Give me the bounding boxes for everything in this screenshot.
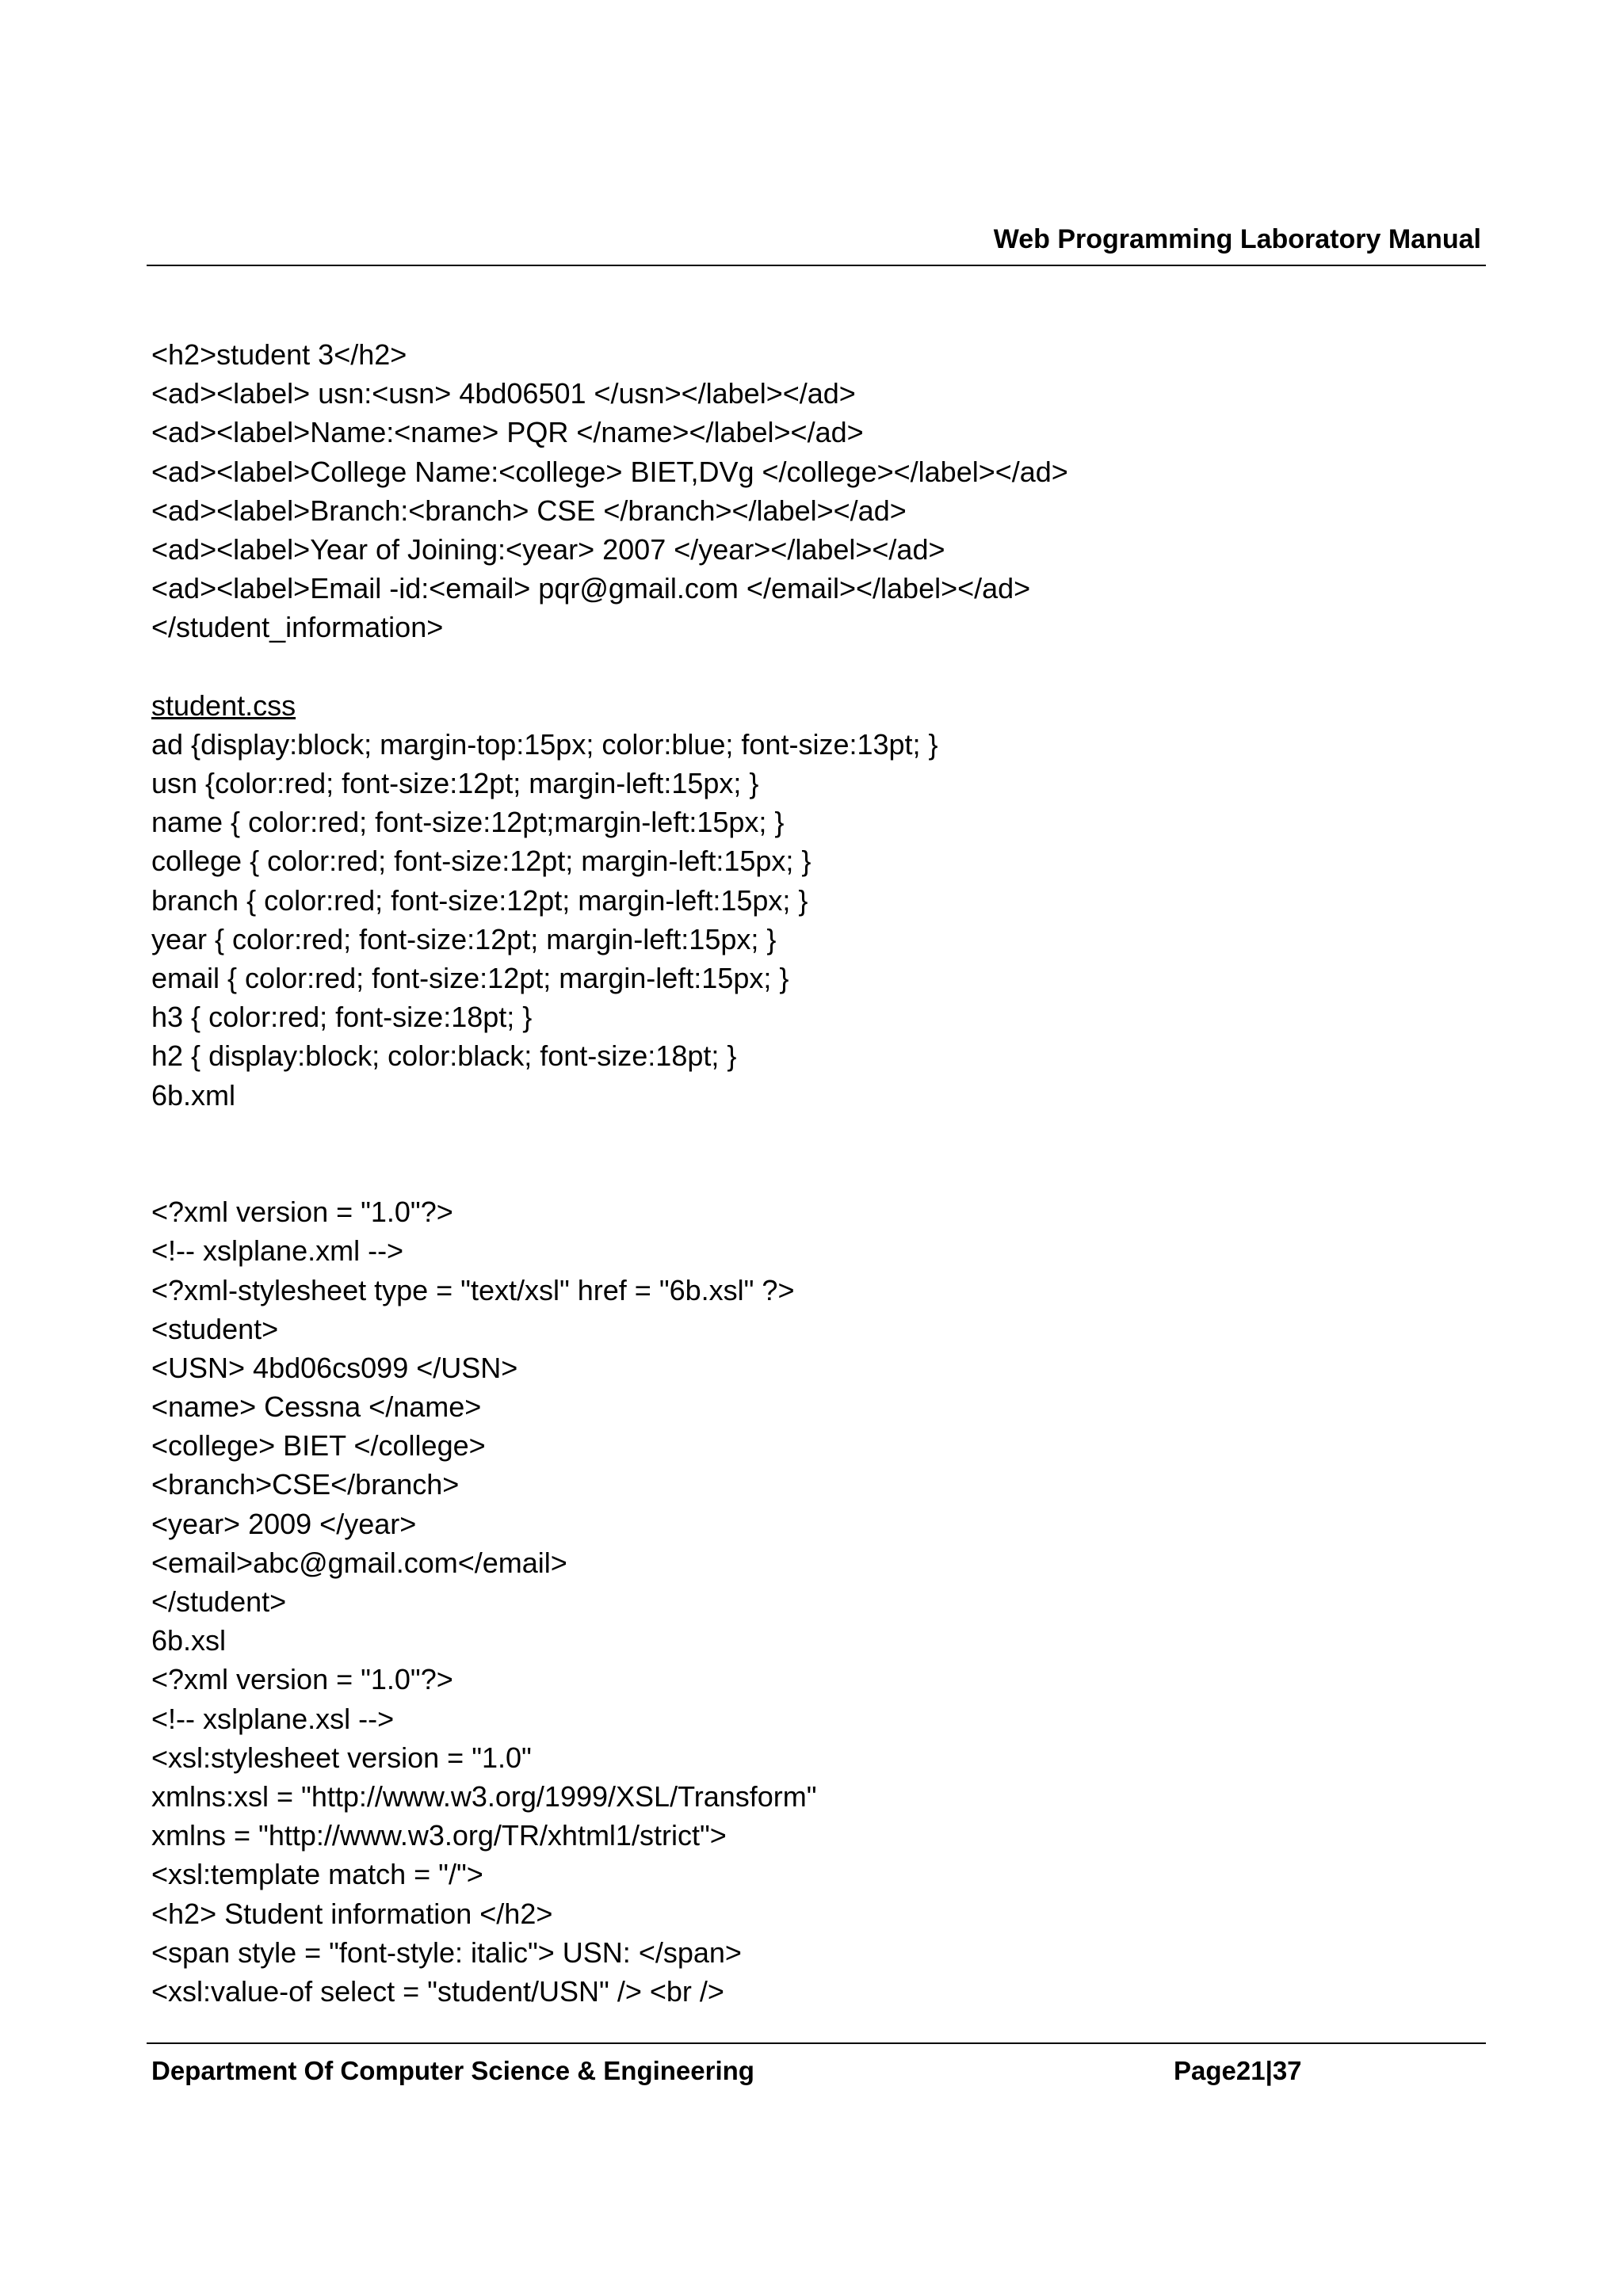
code-line: <branch>CSE</branch>: [151, 1468, 460, 1501]
code-line: <ad><label>Year of Joining:<year> 2007 </year></label></ad>: [151, 532, 945, 566]
code-line: <college> BIET </college>: [151, 1429, 486, 1463]
code-line: email { color:red; font-size:12pt; margin-left:15px; }: [151, 962, 789, 994]
spacer: [151, 647, 1459, 686]
manual-title: Web Programming Laboratory Manual: [993, 224, 1481, 254]
code-line: h3 { color:red; font-size:18pt; }: [151, 1001, 533, 1034]
code-line: <ad><label> usn:<usn> 4bd06501 </usn></label></ad>: [151, 377, 856, 410]
code-line: usn {color:red; font-size:12pt; margin-left:15px; }: [151, 767, 759, 800]
code-line: name { color:red; font-size:12pt;margin-left:15px; }: [151, 806, 785, 839]
code-line: <span style = "font-style: italic"> USN: </span>: [151, 1936, 742, 1969]
code-line: <xsl:template match = "/">: [151, 1858, 483, 1891]
department-name: Department Of Computer Science & Engineering: [151, 2056, 754, 2085]
spacer: [151, 1154, 1459, 1192]
page-header: [147, 212, 1486, 266]
css-file-heading: student.css: [151, 688, 296, 722]
code-line: </student>: [151, 1585, 287, 1618]
xml-file-heading: 6b.xml: [151, 1078, 236, 1112]
spacer: [151, 1115, 1459, 1154]
code-line: h2 { display:block; color:black; font-size:18pt; }: [151, 1039, 737, 1073]
code-line: <USN> 4bd06cs099 </USN>: [151, 1351, 518, 1384]
xsl-file-heading: 6b.xsl: [151, 1624, 227, 1657]
code-line: <year> 2009 </year>: [151, 1507, 417, 1540]
page-content: [151, 335, 1459, 2011]
page-number: Page21|37: [1174, 2056, 1302, 2085]
code-line: branch { color:red; font-size:12pt; margin-left:15px; }: [151, 883, 808, 917]
xsl-block: [151, 1621, 1459, 2011]
code-line: <!-- xslplane.xml -->: [151, 1234, 404, 1268]
code-line: <ad><label>College Name:<college> BIET,DVg </college></label></ad>: [151, 455, 1068, 488]
code-line: <email>abc@gmail.com</email>: [151, 1546, 567, 1579]
code-line: ad {display:block; margin-top:15px; color:blue; font-size:13pt; }: [151, 727, 938, 761]
code-line: xmlns = "http://www.w3.org/TR/xhtml1/strict">: [151, 1819, 727, 1852]
xml-tail-block: [151, 335, 1459, 647]
code-line: <?xml version = "1.0"?>: [151, 1663, 453, 1696]
code-line: <ad><label>Name:<name> PQR </name></label></ad>: [151, 416, 864, 449]
code-line: <xsl:stylesheet version = "1.0": [151, 1741, 532, 1774]
xml-block: [151, 1192, 1459, 1621]
code-line: <h2> Student information </h2>: [151, 1897, 553, 1930]
code-line: xmlns:xsl = "http://www.w3.org/1999/XSL/Transform": [151, 1779, 817, 1813]
css-block: [151, 686, 1459, 1115]
code-line: <!-- xslplane.xsl -->: [151, 1702, 395, 1735]
code-line: <?xml-stylesheet type = "text/xsl" href = "6b.xsl" ?>: [151, 1273, 795, 1306]
code-line: <xsl:value-of select = "student/USN" /> <br />: [151, 1974, 724, 2008]
code-line: <student>: [151, 1312, 279, 1345]
code-line: <h2>student 3</h2>: [151, 338, 407, 371]
code-line: college { color:red; font-size:12pt; margin-left:15px; }: [151, 845, 812, 878]
code-line: <ad><label>Email -id:<email> pqr@gmail.com </email></label></ad>: [151, 572, 1031, 605]
page-footer: [147, 2042, 1486, 2092]
code-line: </student_information>: [151, 611, 444, 644]
code-line: <name> Cessna </name>: [151, 1390, 482, 1424]
code-line: <?xml version = "1.0"?>: [151, 1196, 453, 1229]
code-line: year { color:red; font-size:12pt; margin-left:15px; }: [151, 922, 777, 955]
code-line: <ad><label>Branch:<branch> CSE </branch></label></ad>: [151, 494, 907, 527]
